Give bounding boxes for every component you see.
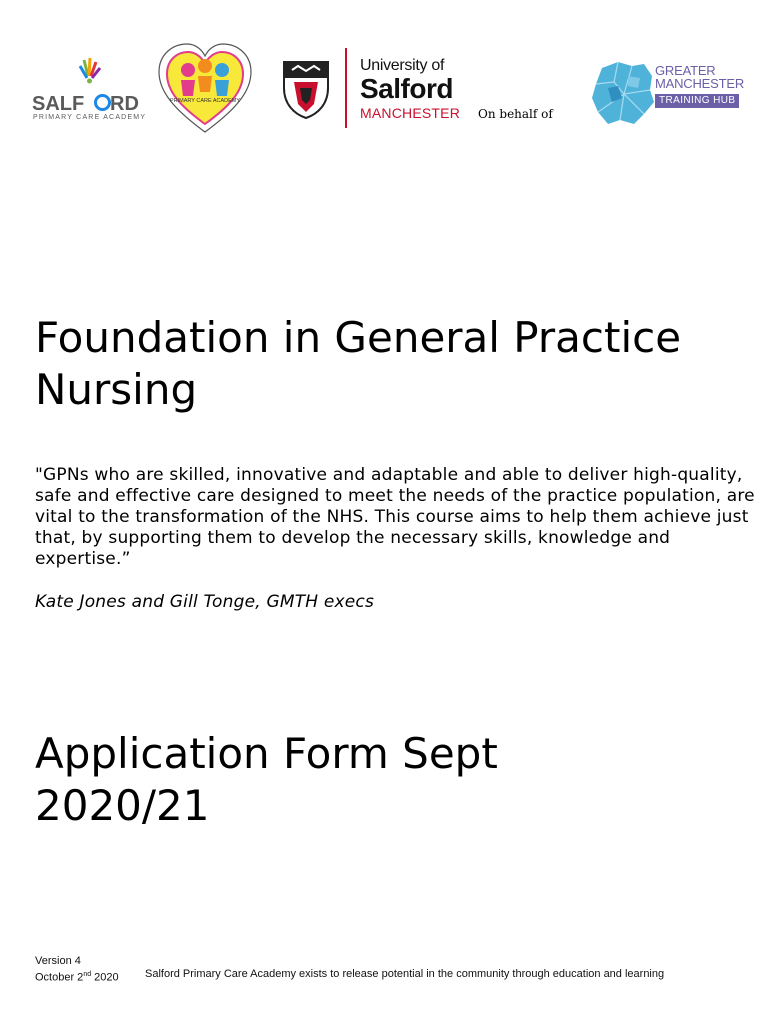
gmth-logo-badge: TRAINING HUB [655,94,739,108]
salford-logo-o-ring [96,96,110,110]
gmth-logo-line1: GREATER [655,63,716,78]
application-form-title-line1: Application Form Sept [35,729,498,778]
gpn-quote: "GPNs who are skilled, innovative and adaptable and able to deliver high-quality, safe and effective care designed to meet the needs of the practice population, are vital to the transformation of the NHS. This course aims to help them achieve just that, by supporting them to develop the necessary skills, knowledge and expertise.” [35,465,755,569]
footer-version: Version 4 [35,955,81,967]
page-footer [35,955,755,985]
heart-primary-care-academy-logo [155,40,255,138]
salford-logo-sub: PRIMARY CARE ACADEMY [33,114,147,121]
salford-primary-care-academy-logo [30,52,150,122]
footer-date [35,968,145,985]
footer-row [35,968,755,985]
university-crest [280,58,332,120]
university-logo-line2: Salford [360,73,453,104]
greater-manchester-map-icon [588,58,658,128]
gmth-logo-line2: MANCHESTER [655,76,745,92]
heart-logo-text: PRIMARY CARE ACADEMY [169,98,241,104]
application-form-title-line2: 2020/21 [35,781,210,830]
document-title-line1: Foundation in General Practice [35,313,682,362]
footer-date-post: 2020 [91,971,119,984]
university-logo-line1: University of [360,57,445,74]
footer-date-pre: October 2 [35,971,84,984]
quote-attribution: Kate Jones and Gill Tonge, GMTH execs [35,592,375,612]
salford-logo-main-tail: RD [110,93,139,115]
salford-logo-main: SALF [32,93,85,115]
document-title [35,312,765,416]
on-behalf-of-text: On behalf of [478,107,553,121]
university-logo-line3: MANCHESTER [360,105,461,121]
application-form-title [35,728,765,832]
footer-date-sup: nd [83,971,92,978]
university-of-salford-logo [360,58,470,120]
greater-manchester-training-hub-logo [655,64,744,108]
university-logo-divider [345,48,347,128]
document-title-line2: Nursing [35,365,198,414]
footer-tagline: Salford Primary Care Academy exists to release potential in the community through education and learning [145,968,665,980]
